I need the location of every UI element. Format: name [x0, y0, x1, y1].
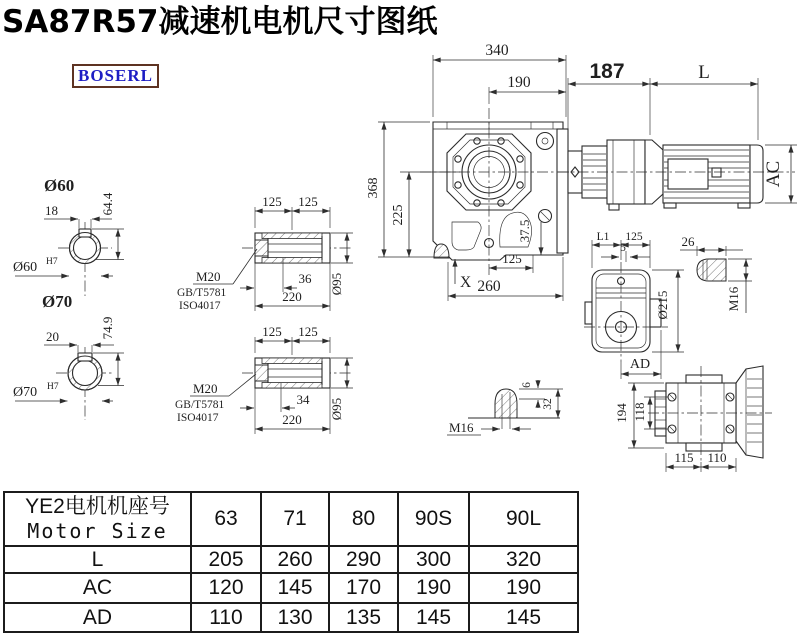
- dim-label: 220: [282, 289, 302, 304]
- dim-label: 187: [589, 60, 625, 83]
- header-en: Motor Size: [27, 519, 168, 543]
- thread-label: M16: [449, 420, 474, 435]
- row-label: AC: [4, 573, 191, 603]
- dim-label: Ø70: [13, 385, 38, 400]
- dim-label: L1: [596, 231, 610, 243]
- dim-label: 125: [625, 231, 643, 243]
- dim-label: 74.9: [100, 316, 115, 340]
- dim-label: AC: [763, 160, 784, 188]
- dim-label: 34: [296, 392, 310, 407]
- gearbox-front-view: [366, 42, 585, 301]
- table-cell: 190: [398, 573, 469, 603]
- row-label: L: [4, 546, 191, 573]
- brand-logo: BOSERL: [72, 64, 159, 88]
- dim-label: 20: [46, 329, 59, 344]
- dim-label: 125: [262, 324, 282, 339]
- dim-label: 368: [366, 177, 381, 199]
- dim-label: 125: [298, 194, 318, 209]
- dim-label: 125: [502, 251, 522, 266]
- standard-label: GB/T5781: [175, 399, 225, 411]
- dim-label: Ø95: [329, 397, 344, 421]
- table-cell: 170: [329, 573, 398, 603]
- row-label: AD: [4, 603, 191, 632]
- dim-label: 37.5: [517, 219, 532, 243]
- table-cell: 260: [261, 546, 329, 573]
- column-header: 90S: [398, 492, 469, 546]
- table-header-row: [4, 492, 578, 546]
- dim-label: 125: [262, 194, 282, 209]
- table-cell: 120: [191, 573, 261, 603]
- dim-label: Ø60: [13, 260, 38, 275]
- dim-label: 125: [298, 324, 318, 339]
- table-cell: 145: [469, 603, 578, 632]
- dim-label: 260: [477, 278, 501, 295]
- dim-label: 118: [632, 402, 647, 422]
- bolt-spec-label: M20: [196, 269, 221, 284]
- shaft-70-end-view: [13, 292, 124, 420]
- page-title: SA87R57减速机电机尺寸图纸: [2, 4, 438, 40]
- table-row: [4, 603, 578, 632]
- dim-label: 115: [674, 450, 694, 465]
- column-header: 63: [191, 492, 261, 546]
- dim-fit-label: H7: [47, 382, 59, 392]
- dim-label: 190: [507, 74, 531, 91]
- dim-label: 340: [485, 42, 509, 59]
- dim-label: L: [698, 62, 710, 83]
- dim-label: 32: [542, 398, 554, 410]
- table-cell: 300: [398, 546, 469, 573]
- standard-label: ISO4017: [179, 300, 221, 312]
- dim-label: Ø60: [44, 176, 75, 195]
- dim-fit-label: H7: [46, 257, 58, 267]
- bolt-spec-label: M20: [193, 381, 218, 396]
- dim-label: 18: [45, 203, 58, 218]
- dim-label: 64.4: [100, 192, 115, 216]
- table-row: [4, 573, 578, 603]
- column-header: 71: [261, 492, 329, 546]
- dim-label: Ø215: [655, 290, 670, 320]
- dim-label: 26: [681, 234, 695, 249]
- dim-label: 110: [707, 450, 727, 465]
- table-cell: 135: [329, 603, 398, 632]
- dim-label: Ø70: [42, 292, 73, 311]
- adapter-and-motor-view: [558, 60, 797, 210]
- standard-label: ISO4017: [177, 412, 219, 424]
- dim-label: 225: [391, 204, 406, 226]
- table-header-cell: [4, 492, 191, 546]
- table-cell: 320: [469, 546, 578, 573]
- column-header: 80: [329, 492, 398, 546]
- dim-label: AD: [629, 357, 651, 372]
- view-mark-label: X: [460, 274, 472, 291]
- dim-label: Ø95: [329, 272, 344, 296]
- hollow-shaft-bottom-section: [175, 324, 353, 434]
- gearbox-rear-view: [614, 366, 772, 472]
- key-detail-view: [680, 234, 752, 313]
- plug-detail-view: [447, 380, 563, 435]
- hollow-shaft-top-section: [177, 194, 353, 312]
- header-zh: YE2电机机座号: [25, 495, 170, 518]
- standard-label: GB/T5781: [177, 287, 227, 299]
- column-header: 90L: [469, 492, 578, 546]
- dim-label: 194: [614, 403, 629, 423]
- motor-size-table: [3, 491, 579, 633]
- table-cell: 145: [261, 573, 329, 603]
- dim-label: M16: [726, 286, 741, 312]
- table-cell: 190: [469, 573, 578, 603]
- table-cell: 205: [191, 546, 261, 573]
- table-row: [4, 546, 578, 573]
- shaft-60-end-view: [13, 176, 124, 296]
- table-cell: 290: [329, 546, 398, 573]
- dim-label: 5: [620, 242, 626, 254]
- dim-label: 220: [282, 412, 302, 427]
- table-cell: 145: [398, 603, 469, 632]
- dim-label: 36: [298, 271, 312, 286]
- table-cell: 110: [191, 603, 261, 632]
- flange-side-view: [584, 231, 684, 379]
- dim-label: 6: [521, 382, 533, 388]
- table-cell: 130: [261, 603, 329, 632]
